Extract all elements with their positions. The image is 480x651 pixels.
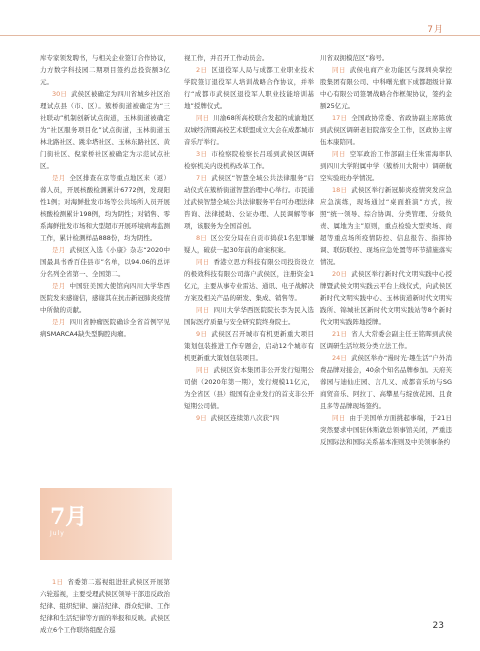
entry-date: 7日 <box>196 174 208 182</box>
entry-date: 30日 <box>52 90 67 98</box>
column-3 <box>320 52 452 448</box>
entry-date: 是月 <box>52 282 66 290</box>
entry-text: 武侯区入选《小康》杂志“2020中国最具书香百佳县市”名单，以94.06的总评分名列全省第一、全国第二。 <box>40 246 171 278</box>
entry-text: 武侯区举行新冠肺炎疫情突发应急应急演练，现场通过“桌面推演”方式，按照“统一领导、综合协调、分类管理、分级负责、属地为主”原则，重点检验大型卖场、商超等重点场所疫情防控、信息报告、指挥协调、联防联控、现场应急处置等环节措施落实情况。 <box>320 186 453 266</box>
entry-date: 同日 <box>332 150 346 158</box>
column-1 <box>40 52 170 340</box>
chronicle-entry <box>320 268 452 328</box>
entry-date: 同日 <box>196 258 210 266</box>
entry-text: 川渝68所高校联合发起的成渝地区双城经济圈高校艺术联盟成立大会在成都城市音乐厅举行。 <box>184 114 314 146</box>
entry-text: 由于美国单方面挑起事端，于21日突然要求中国驻休斯敦总领事馆关闭，严重违反国际法和国际关系基本准则及中美领事条约 <box>320 414 452 446</box>
entry-text: 四川省肿瘤医院确诊全省首例罕见病SMARCA4缺失型胸腔肉瘤。 <box>40 318 170 338</box>
month-banner-title: 7月 <box>50 504 88 530</box>
running-header-month: 7月 <box>427 25 444 35</box>
entry-text: 全国政协常委、省政协副主席陈放到武侯区调研老旧院落安全工作，区政协主席伍本康陪同。 <box>320 114 453 146</box>
entry-text: 四川大学华西医院院长李为民入选国际医疗质量与安全研究院终身院士。 <box>184 306 314 326</box>
chronicle-entry <box>184 172 314 232</box>
entry-date: 1日 <box>52 578 64 586</box>
column-1-continued <box>40 576 170 636</box>
entry-date: 3日 <box>196 150 208 158</box>
header-rule <box>0 35 480 36</box>
entry-date: 20日 <box>332 270 348 278</box>
chronicle-entry <box>184 328 314 364</box>
entry-date: 9日 <box>196 414 207 422</box>
entry-date: 8日 <box>196 234 207 242</box>
entry-text: 视工作，并召开工作动员会。 <box>184 54 269 62</box>
entry-text: 中国驻美国大使馆向四川大学华西医院发来感谢信，感谢其在抗击新冠肺炎疫情中所做的贡献。 <box>40 282 170 314</box>
entry-date: 17日 <box>332 114 348 122</box>
chronicle-entry <box>184 148 314 172</box>
chronicle-entry <box>184 364 314 412</box>
entry-date: 是月 <box>52 318 66 326</box>
entry-text: 省人大常委会副主任王铭晖到武侯区调研生活垃圾分类立法工作。 <box>320 330 453 350</box>
entry-text: 香港立思方科技有限公司投资设立的极效科技有限公司落户武侯区，注册资金1亿元，主要从事专业雷达、通讯、电子战解决方案及相关产品的研发、集成、销售等。 <box>184 258 314 302</box>
entry-date: 同日 <box>332 66 346 74</box>
chronicle-entry <box>184 232 314 256</box>
entry-text: 区公安分局在自贡市捣获1名犯罪嫌疑人，破获一起30年前的命案积案。 <box>184 234 314 254</box>
chronicle-entry <box>40 52 170 88</box>
chronicle-entry <box>40 172 170 244</box>
entry-date: 24日 <box>332 354 347 362</box>
chronicle-entry <box>184 112 314 148</box>
chronicle-entry <box>40 244 170 280</box>
entry-text: 市检察院检察长吕瑶到武侯区调研检察机关内设机构改革工作。 <box>184 150 315 170</box>
chronicle-entry <box>320 112 452 148</box>
chronicle-entry <box>40 576 170 636</box>
entry-text: 武侯区“智慧全域公共法律服务”启动仪式在簇桥街道智慧治理中心举行。市民通过武侯智慧全域公共法律服务平台可办理法律咨询、法律援助、公证办理、人民调解等事项，该服务为全国首创。 <box>184 174 314 230</box>
chronicle-entry <box>184 304 314 328</box>
chronicle-entry <box>184 52 314 64</box>
entry-date: 21日 <box>332 330 348 338</box>
entry-date: 是月 <box>52 174 66 182</box>
entry-text: 空军政治工作部副主任朱雷海率队到四川大学附属中学（簇桥川大附中）调研航空实验班办学情况。 <box>320 150 452 182</box>
chronicle-entry <box>184 64 314 112</box>
chronicle-entry <box>40 280 170 316</box>
chronicle-entry <box>40 88 170 172</box>
chronicle-entry <box>320 148 452 184</box>
chronicle-entry <box>320 328 452 352</box>
entry-text: 库专家领发聘书，与相关企业签订合作协议，力方数字科技园二期项目签约总投资额3亿元。 <box>40 54 170 86</box>
chronicle-entry <box>320 64 452 112</box>
month-banner-subtitle: July <box>50 530 65 537</box>
chronicle-entry <box>320 352 452 412</box>
entry-text: 省委第二巡视组进驻武侯区开展第六轮巡视，主要受理武侯区领导干部违反政治纪律、组织纪律、廉洁纪律、群众纪律、工作纪律和生活纪律等方面的举报和反映。武侯区成立6个工作联络组配合巡 <box>40 578 171 634</box>
entry-text: 武侯区被确定为四川省城乡社区治理试点县（市、区）。簇桥街道被确定为“三社联动”机制创新试点街道，玉林街道被确定为“社区服务项目化”试点街道，玉林街道玉林北路社区、跳伞塔社区、玉林东路社区、黄门街社区、倪家桥社区被确定为示范试点社区。 <box>40 90 171 170</box>
page-number: 23 <box>432 621 444 631</box>
entry-text: 武侯区举行新时代文明实践中心授牌暨武侯文明实践云平台上线仪式，向武侯区新时代文明实践中心、玉林街道新时代文明实践所、锦城社区新时代文明实践站等8个新时代文明实践阵地授牌。 <box>320 270 453 326</box>
entry-text: 武侯区召开城市有机更新重大项目策划包装推进工作专题会，启动12个城市有机更新重大策划包装项目。 <box>184 330 315 362</box>
chronicle-entry <box>184 412 314 424</box>
entry-date: 同日 <box>332 414 346 422</box>
entry-text: 全区排查在京等重点地区来（返）蓉人员，开展核酸检测累计6772例，发现阳性1例；对海鲜批发市场等公共场所人员开展核酸检测累计198例，均为阴性；对销售、零系海鲜批发市场和大型超市开展环境病毒监测工作，累计检测样品888份，均为阴性。 <box>40 174 170 242</box>
entry-text: 武侯区举办“漫时光·趣生活”户外消费品牌对接会，40余个知名品牌参加。天府芙蓉园与迪仙庄园、言几又、成都音乐坊与SG商贸音乐、阿拉丁、高攀星与绽放花园、且食且多等品牌现场签约。 <box>320 354 452 410</box>
entry-date: 9日 <box>196 330 208 338</box>
chronicle-entry <box>184 256 314 304</box>
entry-date: 同日 <box>196 114 210 122</box>
entry-date: 同日 <box>196 306 210 314</box>
chronicle-entry <box>320 52 452 64</box>
entry-text: 武侯区资本集团非公开发行短期公司债（2020年第一期），发行规模11亿元，为全省区（县）级国有企业发行的首支非公开短期公司债。 <box>184 366 314 410</box>
entry-date: 18日 <box>332 186 348 194</box>
entry-text: 武侯区连续第八次获“四 <box>210 414 280 422</box>
entry-date: 同日 <box>196 366 210 374</box>
entry-text: 武侯电商产业功能区与深圳央掌控股集团有限公司、中科曙光旗下成都超级计算中心有限公司签署战略合作框架协议，签约金额25亿元。 <box>320 66 452 110</box>
entry-text: 川省双拥模范区”称号。 <box>320 54 389 62</box>
month-banner <box>40 488 172 560</box>
column-2 <box>184 52 314 424</box>
chronicle-entry <box>320 412 452 448</box>
chronicle-entry <box>320 184 452 268</box>
chronicle-entry <box>40 316 170 340</box>
entry-text: 区退役军人局与成都工业职业技术学院签订退役军人培训战略合作协议，并举行“成都市武侯区退役军人职业技能培训基地”授牌仪式。 <box>184 66 315 110</box>
entry-date: 是月 <box>52 246 66 254</box>
entry-date: 2日 <box>196 66 208 74</box>
